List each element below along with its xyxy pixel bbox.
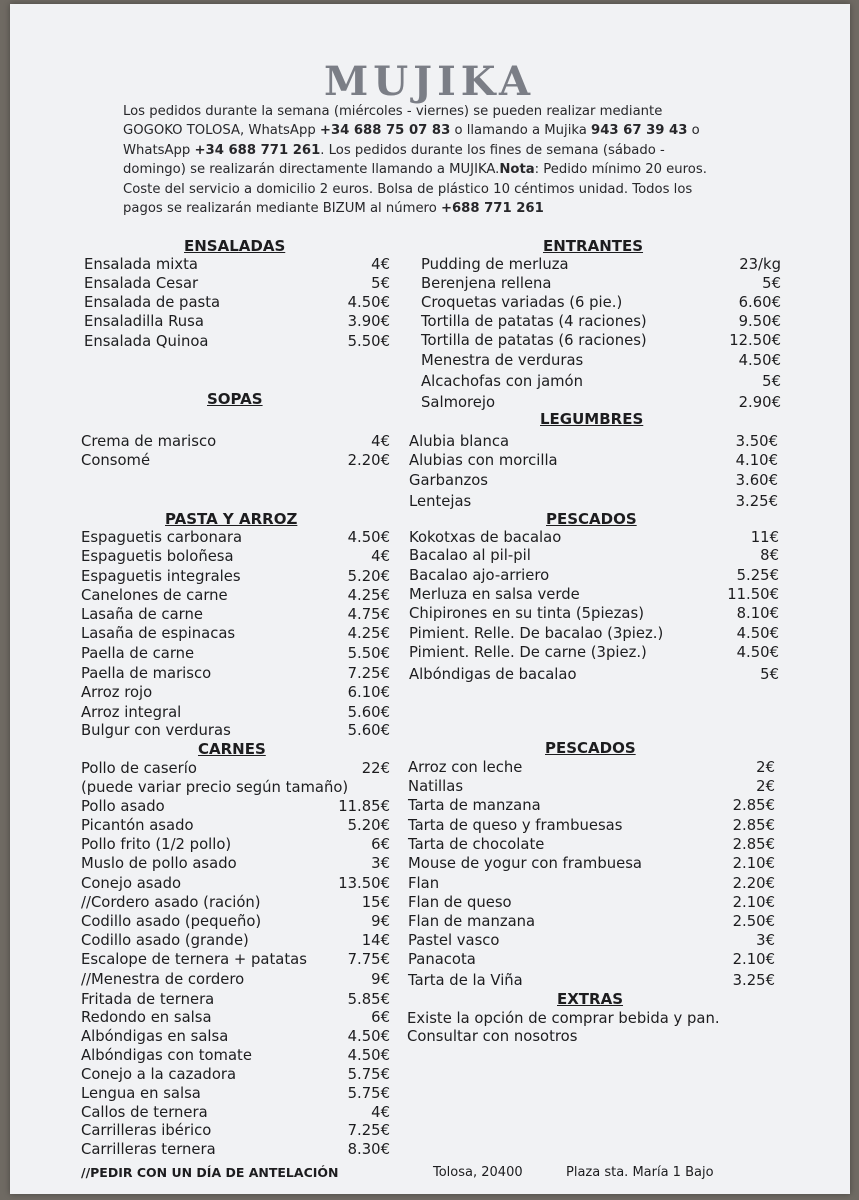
menu-item <box>81 932 390 950</box>
menu-item <box>81 568 390 586</box>
menu-item-name: Lengua en salsa <box>81 1085 201 1102</box>
menu-item-price: 13.50€ <box>338 875 390 892</box>
whatsapp-phone-2: +34 688 771 261 <box>194 142 321 158</box>
menu-item-name: Pastel vasco <box>408 932 500 949</box>
section-heading-pescados-2: PESCADOS <box>545 739 636 757</box>
menu-item-name: Croquetas variadas (6 pie.) <box>421 294 623 311</box>
menu-item <box>409 666 779 684</box>
menu-item-name: Kokotxas de bacalao <box>409 529 562 546</box>
menu-item-name: Mouse de yogur con frambuesa <box>408 855 642 872</box>
menu-item-name: //Menestra de cordero <box>81 971 245 988</box>
restaurant-phone: 943 67 39 43 <box>591 123 688 139</box>
menu-item <box>409 547 779 565</box>
bizum-number: +688 771 261 <box>440 201 544 217</box>
menu-item-price: 5€ <box>371 275 390 292</box>
menu-item-name: Picantón asado <box>81 817 194 834</box>
menu-item-name: //Cordero asado (ración) <box>81 894 261 911</box>
menu-item <box>84 313 390 331</box>
menu-item-name: Carrilleras ibérico <box>81 1122 212 1139</box>
menu-item-name: Arroz integral <box>81 704 182 721</box>
menu-item-name: Arroz rojo <box>81 684 153 701</box>
menu-item-price: 2.85€ <box>732 797 775 814</box>
menu-item-name: Pudding de merluza <box>421 256 569 273</box>
menu-item-price: 6.60€ <box>738 294 781 311</box>
menu-item-price: 5.20€ <box>347 568 390 585</box>
menu-item <box>81 875 390 893</box>
menu-item-price: 5€ <box>760 666 779 683</box>
menu-item-name: Chipirones en su tinta (5piezas) <box>409 605 644 622</box>
menu-item-price: 9€ <box>371 913 390 930</box>
menu-item <box>409 586 779 604</box>
menu-item-name: Lasaña de carne <box>81 606 203 623</box>
menu-item-price: 6€ <box>371 836 390 853</box>
menu-item-name: Consomé <box>81 452 151 469</box>
menu-item <box>421 373 781 391</box>
menu-item-name: Alcachofas con jamón <box>421 373 583 390</box>
menu-item-price: 2.50€ <box>732 913 775 930</box>
menu-item <box>408 972 775 990</box>
menu-item-name: Alubia blanca <box>409 433 510 450</box>
menu-item-name: Ensalada mixta <box>84 256 198 273</box>
menu-item-name: Canelones de carne <box>81 587 228 604</box>
menu-item <box>408 875 775 893</box>
menu-item <box>408 894 775 912</box>
menu-item-name: Espaguetis integrales <box>81 568 241 585</box>
menu-item-price: 2.20€ <box>347 452 390 469</box>
menu-item-name: Muslo de pollo asado <box>81 855 237 872</box>
menu-item-name: Tarta de la Viña <box>408 972 523 989</box>
section-heading-ensaladas: ENSALADAS <box>184 237 286 255</box>
menu-item <box>81 1122 390 1140</box>
menu-item-price: 7.25€ <box>347 665 390 682</box>
menu-item-price: 2.85€ <box>732 836 775 853</box>
menu-item <box>421 294 781 312</box>
menu-item-name: Conejo asado <box>81 875 182 892</box>
menu-item <box>81 1141 390 1159</box>
menu-item <box>421 275 781 293</box>
menu-item <box>408 817 775 835</box>
menu-item-name: Carrilleras ternera <box>81 1141 216 1158</box>
menu-item-price: 4€ <box>371 433 390 450</box>
menu-item-name: Conejo a la cazadora <box>81 1066 237 1083</box>
menu-item-name: Ensalada de pasta <box>84 294 221 311</box>
menu-item-name: Merluza en salsa verde <box>409 586 580 603</box>
menu-item-price: 4.25€ <box>347 587 390 604</box>
menu-item-price: 7.75€ <box>347 951 390 968</box>
menu-item <box>81 625 390 643</box>
menu-item <box>81 817 390 835</box>
menu-item-price: 8.30€ <box>347 1141 390 1158</box>
menu-item-name: Paella de marisco <box>81 665 212 682</box>
menu-item-name: Lasaña de espinacas <box>81 625 236 642</box>
menu-item-price: 5.50€ <box>347 333 390 350</box>
menu-item-name: Alubias con morcilla <box>409 452 558 469</box>
menu-item-price: 7.25€ <box>347 1122 390 1139</box>
menu-item-price: 2.85€ <box>732 817 775 834</box>
menu-item <box>81 1009 390 1027</box>
menu-item-name: Pollo asado <box>81 798 165 815</box>
menu-item-price: 4.50€ <box>736 625 779 642</box>
menu-item-name: Tortilla de patatas (6 raciones) <box>421 332 647 349</box>
menu-item <box>81 1047 390 1065</box>
menu-item-price: 3€ <box>756 932 775 949</box>
menu-item-name: Garbanzos <box>409 472 488 489</box>
menu-item <box>81 991 390 1009</box>
menu-item <box>81 548 390 566</box>
menu-item-price: 4.50€ <box>347 294 390 311</box>
menu-item <box>81 913 390 931</box>
advance-order-notice: //PEDIR CON UN DÍA DE ANTELACIÓN <box>81 1165 339 1180</box>
menu-item-price: 5.20€ <box>347 817 390 834</box>
menu-item <box>81 971 390 989</box>
menu-item <box>408 759 775 777</box>
menu-item-name: Berenjena rellena <box>421 275 552 292</box>
menu-item-price: 3€ <box>371 855 390 872</box>
menu-item <box>408 855 775 873</box>
menu-item-name: Fritada de ternera <box>81 991 215 1008</box>
menu-item-name: Bulgur con verduras <box>81 722 231 739</box>
menu-item <box>84 333 390 351</box>
footer-address: Plaza sta. María 1 Bajo <box>566 1165 714 1180</box>
menu-item-price: 2.10€ <box>732 951 775 968</box>
menu-item-price: 23/kg <box>739 256 781 273</box>
menu-item-price: 2.10€ <box>732 855 775 872</box>
menu-item-price: 4€ <box>371 1104 390 1121</box>
menu-item-name: Tarta de manzana <box>408 797 541 814</box>
menu-item <box>81 855 390 873</box>
menu-item-price: 5.75€ <box>347 1066 390 1083</box>
menu-item <box>409 529 779 547</box>
menu-item <box>409 567 779 585</box>
menu-item-name: Albóndigas con tomate <box>81 1047 252 1064</box>
menu-item-price: 4.10€ <box>735 452 778 469</box>
menu-item-name: Codillo asado (grande) <box>81 932 249 949</box>
menu-item <box>421 394 781 412</box>
menu-item-price: 2€ <box>756 759 775 776</box>
menu-item <box>84 256 390 274</box>
menu-item-price: 3.50€ <box>735 433 778 450</box>
menu-item-name: Natillas <box>408 778 464 795</box>
menu-item <box>84 294 390 312</box>
section-heading-extras: EXTRAS <box>557 990 624 1008</box>
menu-item-name: Redondo en salsa <box>81 1009 212 1026</box>
restaurant-logo: MUJIKA <box>324 58 535 105</box>
menu-item-name: Albóndigas en salsa <box>81 1028 229 1045</box>
menu-item-price: 11.85€ <box>338 798 390 815</box>
menu-item <box>408 932 775 950</box>
menu-item-price: 11€ <box>750 529 779 546</box>
menu-item-price: 2.90€ <box>738 394 781 411</box>
menu-item <box>421 332 781 350</box>
section-heading-pescados: PESCADOS <box>546 510 637 528</box>
menu-item-price: 5.85€ <box>347 991 390 1008</box>
menu-item-name: Paella de carne <box>81 645 195 662</box>
menu-item <box>409 625 779 643</box>
menu-item-name: Escalope de ternera + patatas <box>81 951 307 968</box>
menu-item-name: Pollo de caserío <box>81 760 197 777</box>
menu-item-name: Flan de manzana <box>408 913 536 930</box>
menu-item-price: 5.25€ <box>736 567 779 584</box>
menu-item-name: Tarta de queso y frambuesas <box>408 817 623 834</box>
menu-item <box>81 704 390 722</box>
menu-item <box>81 587 390 605</box>
whatsapp-phone: +34 688 75 07 83 <box>319 123 451 139</box>
menu-item <box>408 836 775 854</box>
menu-item <box>81 529 390 547</box>
menu-item-name: Tarta de chocolate <box>408 836 545 853</box>
menu-item-name: Salmorejo <box>421 394 496 411</box>
menu-item-name: Ensaladilla Rusa <box>84 313 204 330</box>
menu-item-name: Lentejas <box>409 493 472 510</box>
menu-item-price: 4€ <box>371 548 390 565</box>
section-heading-pasta-y-arroz: PASTA Y ARROZ <box>165 510 298 528</box>
menu-item-name: Albóndigas de bacalao <box>409 666 577 683</box>
menu-item-price: 5.50€ <box>347 645 390 662</box>
menu-item <box>409 493 778 511</box>
menu-item-price: 5€ <box>762 275 781 292</box>
menu-item <box>81 1085 390 1103</box>
menu-item <box>81 1104 390 1122</box>
menu-item-name: Flan de queso <box>408 894 512 911</box>
menu-item <box>408 951 775 969</box>
nota-label: Nota <box>499 162 535 178</box>
menu-item-price: 6.10€ <box>347 684 390 701</box>
menu-item <box>421 256 781 274</box>
menu-item <box>81 645 390 663</box>
menu-item-name: Panacota <box>408 951 476 968</box>
menu-item-price: 5.60€ <box>347 704 390 721</box>
menu-item-name: Pimient. Relle. De bacalao (3piez.) <box>409 625 664 642</box>
footer-city: Tolosa, 20400 <box>433 1165 523 1180</box>
menu-item <box>409 644 779 662</box>
menu-item-price: 11.50€ <box>727 586 779 603</box>
ordering-info: Los pedidos durante la semana (miércoles - viernes) se pueden realizar mediante GOGOKO TOLOSA, WhatsApp +34 688 75 07 83 o llamando a Mujika 943 67 39 43 o WhatsApp +34 688 771 261. Los pedidos durante los fines de semana (sábado - domingo) se realizarán directamente llamando a MUJIKA.Nota: Pedido mínimo 20 euros. Coste del servicio a domicilio 2 euros. Bolsa de plástico 10 céntimos unidad. Todos los pagos se realizarán mediante BIZUM al número +688 771 261 <box>123 104 707 217</box>
menu-item-price: 4.50€ <box>347 1028 390 1045</box>
menu-item-name: Arroz con leche <box>408 759 523 776</box>
menu-item-name: Tortilla de patatas (4 raciones) <box>421 313 647 330</box>
menu-item-name: Espaguetis boloñesa <box>81 548 234 565</box>
menu-item <box>81 665 390 683</box>
section-heading-carnes: CARNES <box>198 740 266 758</box>
extras-line: Existe la opción de comprar bebida y pan. <box>407 1010 720 1027</box>
menu-item-price: 22€ <box>361 760 390 777</box>
menu-item-price: 4.50€ <box>347 1047 390 1064</box>
section-heading-entrantes: ENTRANTES <box>543 237 644 255</box>
menu-item-price: 4.75€ <box>347 606 390 623</box>
menu-item-name: Bacalao al pil-pil <box>409 547 531 564</box>
menu-item-price: 8€ <box>760 547 779 564</box>
menu-item-name: Espaguetis carbonara <box>81 529 243 546</box>
menu-item-name: Ensalada Quinoa <box>84 333 209 350</box>
menu-item-price: 3.25€ <box>732 972 775 989</box>
menu-item <box>421 352 781 370</box>
menu-item <box>421 313 781 331</box>
menu-item-price: 4.25€ <box>347 625 390 642</box>
menu-item <box>81 760 390 778</box>
menu-item-price: 2€ <box>756 778 775 795</box>
menu-item <box>81 452 390 470</box>
menu-item-name: Codillo asado (pequeño) <box>81 913 262 930</box>
menu-item-price: 4.50€ <box>736 644 779 661</box>
menu-item-name: Menestra de verduras <box>421 352 584 369</box>
menu-item-price: 3.25€ <box>735 493 778 510</box>
menu-item <box>81 433 390 451</box>
menu-item-price: 14€ <box>361 932 390 949</box>
menu-item <box>409 605 779 623</box>
menu-item-price: 4.50€ <box>738 352 781 369</box>
menu-item-price: 5.75€ <box>347 1085 390 1102</box>
menu-item-price: 4€ <box>371 256 390 273</box>
menu-item <box>408 797 775 815</box>
extras-line: Consultar con nosotros <box>407 1028 578 1045</box>
menu-item <box>81 894 390 912</box>
menu-item-price: 5€ <box>762 373 781 390</box>
menu-item-price: 6€ <box>371 1009 390 1026</box>
menu-item-name: Pollo frito (1/2 pollo) <box>81 836 232 853</box>
menu-item-price: 9.50€ <box>738 313 781 330</box>
menu-item-price: 3.60€ <box>735 472 778 489</box>
menu-item-name: Bacalao ajo-arriero <box>409 567 550 584</box>
menu-item-price: 2.10€ <box>732 894 775 911</box>
menu-item-name: Ensalada Cesar <box>84 275 199 292</box>
menu-item <box>409 452 778 470</box>
menu-item <box>84 275 390 293</box>
menu-item-name: Flan <box>408 875 440 892</box>
menu-item-price: 4.50€ <box>347 529 390 546</box>
menu-item <box>81 779 390 797</box>
menu-item-price: 8.10€ <box>736 605 779 622</box>
menu-item <box>409 433 778 451</box>
menu-item <box>81 1066 390 1084</box>
section-heading-sopas: SOPAS <box>207 390 263 408</box>
menu-item <box>81 798 390 816</box>
menu-item <box>81 684 390 702</box>
section-heading-legumbres: LEGUMBRES <box>540 410 644 428</box>
menu-item <box>81 606 390 624</box>
menu-item <box>81 722 390 740</box>
menu-item-price: 12.50€ <box>729 332 781 349</box>
menu-item <box>408 778 775 796</box>
menu-item <box>81 1028 390 1046</box>
menu-item-name: Crema de marisco <box>81 433 217 450</box>
menu-item <box>408 913 775 931</box>
menu-item-name: (puede variar precio según tamaño) <box>81 779 349 796</box>
menu-item <box>81 951 390 969</box>
menu-item-price: 2.20€ <box>732 875 775 892</box>
menu-item-price: 15€ <box>361 894 390 911</box>
menu-item-price: 3.90€ <box>347 313 390 330</box>
menu-item-name: Pimient. Relle. De carne (3piez.) <box>409 644 647 661</box>
menu-item-price: 5.60€ <box>347 722 390 739</box>
menu-item-name: Callos de ternera <box>81 1104 208 1121</box>
menu-item <box>409 472 778 490</box>
menu-item-price: 9€ <box>371 971 390 988</box>
menu-item <box>81 836 390 854</box>
